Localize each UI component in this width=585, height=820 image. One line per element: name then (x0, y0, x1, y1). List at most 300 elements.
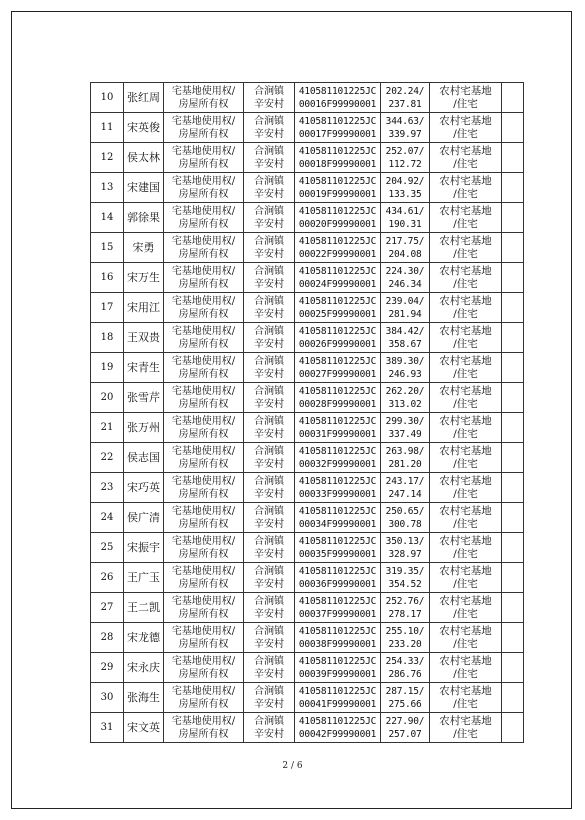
area-cell-line-2: 281.94 (388, 308, 422, 320)
area-cell (381, 623, 430, 653)
remarks-cell (502, 353, 524, 383)
area-cell (381, 83, 430, 113)
location-cell-line-1: 合涧镇 (254, 205, 284, 217)
ownership-type-cell (164, 233, 244, 263)
ownership-type-cell-line-1: 宅基地使用权/ (171, 205, 236, 217)
owner-name-cell: 宋永庆 (124, 653, 164, 683)
land-use-cell (430, 263, 502, 293)
area-cell-line-1: 252.76/ (385, 595, 425, 607)
unit-code-cell (295, 383, 381, 413)
table-row (91, 263, 524, 293)
unit-code-cell-line-2: 00041F99990001 (298, 698, 377, 710)
location-cell (244, 503, 295, 533)
ownership-type-cell-line-2: 房屋所有权 (178, 488, 229, 500)
unit-code-cell (295, 653, 381, 683)
ownership-type-cell (164, 143, 244, 173)
area-cell (381, 533, 430, 563)
land-use-cell (430, 203, 502, 233)
land-use-cell (430, 83, 502, 113)
unit-code-cell (295, 563, 381, 593)
location-cell (244, 113, 295, 143)
location-cell-line-2: 辛安村 (254, 488, 284, 500)
table-row (91, 383, 524, 413)
ownership-type-cell-line-2: 房屋所有权 (178, 698, 229, 710)
location-cell-line-2: 辛安村 (254, 728, 284, 740)
ownership-type-cell-line-1: 宅基地使用权/ (171, 235, 236, 247)
area-cell-line-2: 328.97 (388, 548, 422, 560)
land-use-cell-line-2: /住宅 (453, 667, 478, 680)
unit-code-cell (295, 533, 381, 563)
owner-name-cell: 张雪芹 (124, 383, 164, 413)
remarks-cell (502, 593, 524, 623)
unit-code-cell-line-1: 410581101225JC (298, 415, 377, 427)
ownership-type-cell-line-2: 房屋所有权 (178, 638, 229, 650)
land-use-cell (430, 653, 502, 683)
unit-code-cell-line-2: 00035F99990001 (298, 548, 377, 560)
land-use-cell-line-1: 农村宅基地 (439, 174, 492, 187)
location-cell (244, 593, 295, 623)
land-use-cell (430, 293, 502, 323)
ownership-type-cell-line-1: 宅基地使用权/ (171, 295, 236, 307)
area-cell-line-1: 227.90/ (385, 715, 425, 727)
location-cell-line-2: 辛安村 (254, 668, 284, 680)
area-cell (381, 353, 430, 383)
area-cell (381, 293, 430, 323)
ownership-type-cell (164, 653, 244, 683)
location-cell-line-2: 辛安村 (254, 518, 284, 530)
unit-code-cell-line-2: 00031F99990001 (298, 428, 377, 440)
land-use-cell-line-2: /住宅 (453, 307, 478, 320)
land-use-cell-line-2: /住宅 (453, 127, 478, 140)
ownership-type-cell (164, 533, 244, 563)
area-cell (381, 203, 430, 233)
land-use-cell (430, 563, 502, 593)
row-number-cell: 27 (91, 593, 124, 623)
location-cell (244, 443, 295, 473)
owner-name-cell: 张红周 (124, 83, 164, 113)
unit-code-cell (295, 443, 381, 473)
owner-name-cell: 宋建国 (124, 173, 164, 203)
land-use-cell-line-2: /住宅 (453, 397, 478, 410)
area-cell (381, 443, 430, 473)
row-number-cell: 26 (91, 563, 124, 593)
location-cell-line-1: 合涧镇 (254, 715, 284, 727)
land-use-cell-line-2: /住宅 (453, 697, 478, 710)
location-cell (244, 683, 295, 713)
location-cell (244, 83, 295, 113)
location-cell-line-1: 合涧镇 (254, 445, 284, 457)
location-cell (244, 353, 295, 383)
ownership-type-cell-line-2: 房屋所有权 (178, 518, 229, 530)
area-cell-line-2: 247.14 (388, 488, 422, 500)
land-use-cell-line-1: 农村宅基地 (439, 594, 492, 607)
row-number-cell: 19 (91, 353, 124, 383)
ownership-type-cell-line-2: 房屋所有权 (178, 398, 229, 410)
land-use-cell (430, 623, 502, 653)
remarks-cell (502, 293, 524, 323)
unit-code-cell (295, 263, 381, 293)
land-use-cell (430, 383, 502, 413)
ownership-type-cell-line-2: 房屋所有权 (178, 458, 229, 470)
location-cell-line-2: 辛安村 (254, 248, 284, 260)
row-number-cell: 25 (91, 533, 124, 563)
ownership-type-cell-line-1: 宅基地使用权/ (171, 415, 236, 427)
land-use-cell-line-1: 农村宅基地 (439, 204, 492, 217)
unit-code-cell-line-2: 00016F99990001 (298, 98, 377, 110)
table-row (91, 533, 524, 563)
unit-code-cell (295, 683, 381, 713)
ownership-type-cell-line-1: 宅基地使用权/ (171, 175, 236, 187)
remarks-cell (502, 473, 524, 503)
location-cell-line-1: 合涧镇 (254, 385, 284, 397)
location-cell-line-1: 合涧镇 (254, 325, 284, 337)
area-cell-line-1: 350.13/ (385, 535, 425, 547)
unit-code-cell (295, 293, 381, 323)
location-cell (244, 203, 295, 233)
area-cell (381, 593, 430, 623)
area-cell-line-2: 246.93 (388, 368, 422, 380)
area-cell-line-1: 255.10/ (385, 625, 425, 637)
owner-name-cell: 郭徐果 (124, 203, 164, 233)
area-cell-line-1: 254.33/ (385, 655, 425, 667)
ownership-type-cell-line-1: 宅基地使用权/ (171, 115, 236, 127)
unit-code-cell-line-1: 410581101225JC (298, 715, 377, 727)
area-cell-line-2: 204.08 (388, 248, 422, 260)
remarks-cell (502, 323, 524, 353)
ownership-type-cell-line-1: 宅基地使用权/ (171, 505, 236, 517)
owner-name-cell: 王广玉 (124, 563, 164, 593)
area-cell-line-2: 190.31 (388, 218, 422, 230)
land-use-cell-line-2: /住宅 (453, 97, 478, 110)
land-use-cell-line-2: /住宅 (453, 217, 478, 230)
ownership-type-cell (164, 113, 244, 143)
area-cell (381, 143, 430, 173)
area-cell (381, 263, 430, 293)
location-cell-line-1: 合涧镇 (254, 235, 284, 247)
unit-code-cell-line-2: 00017F99990001 (298, 128, 377, 140)
ownership-type-cell-line-1: 宅基地使用权/ (171, 385, 236, 397)
table-row (91, 473, 524, 503)
land-use-cell-line-2: /住宅 (453, 487, 478, 500)
location-cell-line-1: 合涧镇 (254, 655, 284, 667)
land-use-cell-line-2: /住宅 (453, 637, 478, 650)
ownership-type-cell-line-1: 宅基地使用权/ (171, 145, 236, 157)
table-row (91, 113, 524, 143)
area-cell-line-1: 250.65/ (385, 505, 425, 517)
location-cell-line-1: 合涧镇 (254, 295, 284, 307)
row-number-cell: 15 (91, 233, 124, 263)
area-cell (381, 233, 430, 263)
owner-name-cell: 张海生 (124, 683, 164, 713)
table-row (91, 623, 524, 653)
ownership-type-cell (164, 353, 244, 383)
unit-code-cell (295, 83, 381, 113)
area-cell-line-2: 246.34 (388, 278, 422, 290)
area-cell (381, 413, 430, 443)
area-cell-line-1: 344.63/ (385, 115, 425, 127)
row-number-cell: 17 (91, 293, 124, 323)
remarks-cell (502, 443, 524, 473)
location-cell-line-1: 合涧镇 (254, 175, 284, 187)
area-cell-line-2: 339.97 (388, 128, 422, 140)
land-use-cell (430, 143, 502, 173)
ownership-type-cell (164, 623, 244, 653)
area-cell-line-2: 257.07 (388, 728, 422, 740)
location-cell-line-2: 辛安村 (254, 428, 284, 440)
land-use-cell-line-1: 农村宅基地 (439, 444, 492, 457)
land-use-cell-line-2: /住宅 (453, 277, 478, 290)
location-cell-line-2: 辛安村 (254, 548, 284, 560)
unit-code-cell-line-1: 410581101225JC (298, 535, 377, 547)
ownership-type-cell-line-2: 房屋所有权 (178, 278, 229, 290)
unit-code-cell-line-1: 410581101225JC (298, 625, 377, 637)
location-cell-line-1: 合涧镇 (254, 475, 284, 487)
area-cell-line-2: 281.20 (388, 458, 422, 470)
location-cell-line-1: 合涧镇 (254, 595, 284, 607)
unit-code-cell (295, 503, 381, 533)
location-cell-line-2: 辛安村 (254, 608, 284, 620)
ownership-type-cell (164, 323, 244, 353)
land-use-cell-line-1: 农村宅基地 (439, 264, 492, 277)
unit-code-cell-line-1: 410581101225JC (298, 565, 377, 577)
location-cell-line-1: 合涧镇 (254, 115, 284, 127)
ownership-type-cell-line-2: 房屋所有权 (178, 428, 229, 440)
row-number-cell: 14 (91, 203, 124, 233)
row-number-cell: 21 (91, 413, 124, 443)
location-cell (244, 623, 295, 653)
land-use-cell (430, 503, 502, 533)
row-number-cell: 28 (91, 623, 124, 653)
remarks-cell (502, 383, 524, 413)
area-cell-line-2: 286.76 (388, 668, 422, 680)
ownership-type-cell-line-1: 宅基地使用权/ (171, 475, 236, 487)
owner-name-cell: 侯广清 (124, 503, 164, 533)
land-use-cell-line-2: /住宅 (453, 427, 478, 440)
row-number-cell: 12 (91, 143, 124, 173)
owner-name-cell: 宋青生 (124, 353, 164, 383)
location-cell (244, 473, 295, 503)
ownership-type-cell (164, 173, 244, 203)
unit-code-cell-line-2: 00028F99990001 (298, 398, 377, 410)
row-number-cell: 31 (91, 713, 124, 743)
ownership-type-cell-line-1: 宅基地使用权/ (171, 265, 236, 277)
land-use-cell-line-2: /住宅 (453, 157, 478, 170)
owner-name-cell: 宋万生 (124, 263, 164, 293)
area-cell-line-1: 389.30/ (385, 355, 425, 367)
land-use-cell (430, 593, 502, 623)
location-cell (244, 173, 295, 203)
area-cell (381, 383, 430, 413)
unit-code-cell-line-2: 00033F99990001 (298, 488, 377, 500)
ownership-type-cell-line-1: 宅基地使用权/ (171, 565, 236, 577)
row-number-cell: 11 (91, 113, 124, 143)
ownership-type-cell-line-2: 房屋所有权 (178, 578, 229, 590)
unit-code-cell-line-1: 410581101225JC (298, 325, 377, 337)
location-cell (244, 563, 295, 593)
location-cell-line-2: 辛安村 (254, 158, 284, 170)
unit-code-cell-line-2: 00019F99990001 (298, 188, 377, 200)
unit-code-cell-line-1: 410581101225JC (298, 655, 377, 667)
row-number-cell: 20 (91, 383, 124, 413)
land-use-cell (430, 233, 502, 263)
land-use-cell-line-1: 农村宅基地 (439, 294, 492, 307)
owner-name-cell: 王双贵 (124, 323, 164, 353)
land-use-cell-line-1: 农村宅基地 (439, 414, 492, 427)
area-cell-line-2: 278.17 (388, 608, 422, 620)
location-cell-line-1: 合涧镇 (254, 355, 284, 367)
location-cell-line-1: 合涧镇 (254, 85, 284, 97)
unit-code-cell-line-1: 410581101225JC (298, 115, 377, 127)
area-cell-line-1: 262.20/ (385, 385, 425, 397)
ownership-type-cell-line-2: 房屋所有权 (178, 128, 229, 140)
unit-code-cell-line-2: 00034F99990001 (298, 518, 377, 530)
ownership-type-cell (164, 383, 244, 413)
row-number-cell: 18 (91, 323, 124, 353)
owner-name-cell: 侯太林 (124, 143, 164, 173)
land-use-cell-line-2: /住宅 (453, 247, 478, 260)
remarks-cell (502, 263, 524, 293)
land-use-cell-line-2: /住宅 (453, 517, 478, 530)
ownership-type-cell-line-1: 宅基地使用权/ (171, 685, 236, 697)
unit-code-cell-line-2: 00020F99990001 (298, 218, 377, 230)
ownership-type-cell-line-1: 宅基地使用权/ (171, 85, 236, 97)
area-cell-line-1: 384.42/ (385, 325, 425, 337)
ownership-type-cell-line-2: 房屋所有权 (178, 728, 229, 740)
land-use-cell (430, 533, 502, 563)
land-use-cell-line-1: 农村宅基地 (439, 144, 492, 157)
table-row (91, 233, 524, 263)
land-use-cell-line-1: 农村宅基地 (439, 324, 492, 337)
location-cell-line-2: 辛安村 (254, 578, 284, 590)
land-use-cell (430, 323, 502, 353)
area-cell (381, 563, 430, 593)
land-use-cell-line-1: 农村宅基地 (439, 354, 492, 367)
remarks-cell (502, 173, 524, 203)
land-use-cell (430, 353, 502, 383)
location-cell-line-1: 合涧镇 (254, 565, 284, 577)
ownership-type-cell (164, 203, 244, 233)
unit-code-cell (295, 623, 381, 653)
unit-code-cell-line-1: 410581101225JC (298, 445, 377, 457)
unit-code-cell (295, 713, 381, 743)
land-use-cell-line-1: 农村宅基地 (439, 474, 492, 487)
ownership-type-cell-line-2: 房屋所有权 (178, 248, 229, 260)
row-number-cell: 13 (91, 173, 124, 203)
unit-code-cell-line-2: 00026F99990001 (298, 338, 377, 350)
area-cell (381, 323, 430, 353)
table-row (91, 173, 524, 203)
area-cell (381, 473, 430, 503)
location-cell-line-1: 合涧镇 (254, 505, 284, 517)
unit-code-cell-line-2: 00022F99990001 (298, 248, 377, 260)
location-cell (244, 263, 295, 293)
ownership-type-cell (164, 443, 244, 473)
unit-code-cell-line-2: 00038F99990001 (298, 638, 377, 650)
table-row (91, 413, 524, 443)
registration-table (90, 82, 524, 743)
remarks-cell (502, 203, 524, 233)
table-row (91, 593, 524, 623)
unit-code-cell-line-2: 00042F99990001 (298, 728, 377, 740)
table-row (91, 713, 524, 743)
area-cell (381, 503, 430, 533)
page-number: 2 / 6 (282, 761, 303, 771)
unit-code-cell-line-2: 00024F99990001 (298, 278, 377, 290)
ownership-type-cell (164, 713, 244, 743)
location-cell (244, 143, 295, 173)
owner-name-cell: 侯志国 (124, 443, 164, 473)
land-use-cell (430, 443, 502, 473)
location-cell (244, 293, 295, 323)
table-row (91, 653, 524, 683)
area-cell-line-2: 354.52 (388, 578, 422, 590)
ownership-type-cell-line-1: 宅基地使用权/ (171, 445, 236, 457)
ownership-type-cell (164, 503, 244, 533)
unit-code-cell-line-1: 410581101225JC (298, 235, 377, 247)
area-cell-line-2: 237.81 (388, 98, 422, 110)
area-cell (381, 653, 430, 683)
location-cell-line-2: 辛安村 (254, 638, 284, 650)
table-row (91, 443, 524, 473)
location-cell-line-2: 辛安村 (254, 128, 284, 140)
ownership-type-cell-line-2: 房屋所有权 (178, 98, 229, 110)
land-use-cell-line-2: /住宅 (453, 367, 478, 380)
area-cell-line-2: 313.02 (388, 398, 422, 410)
table-row (91, 323, 524, 353)
unit-code-cell-line-2: 00027F99990001 (298, 368, 377, 380)
area-cell-line-2: 275.66 (388, 698, 422, 710)
location-cell-line-2: 辛安村 (254, 338, 284, 350)
ownership-type-cell (164, 593, 244, 623)
unit-code-cell-line-1: 410581101225JC (298, 175, 377, 187)
ownership-type-cell-line-2: 房屋所有权 (178, 608, 229, 620)
ownership-type-cell-line-2: 房屋所有权 (178, 368, 229, 380)
owner-name-cell: 宋用江 (124, 293, 164, 323)
ownership-type-cell-line-1: 宅基地使用权/ (171, 625, 236, 637)
row-number-cell: 22 (91, 443, 124, 473)
table-body (91, 83, 524, 743)
remarks-cell (502, 113, 524, 143)
unit-code-cell-line-1: 410581101225JC (298, 295, 377, 307)
location-cell-line-2: 辛安村 (254, 368, 284, 380)
location-cell-line-2: 辛安村 (254, 698, 284, 710)
remarks-cell (502, 683, 524, 713)
owner-name-cell: 宋勇 (124, 233, 164, 263)
unit-code-cell (295, 473, 381, 503)
area-cell-line-2: 337.49 (388, 428, 422, 440)
location-cell-line-2: 辛安村 (254, 308, 284, 320)
location-cell (244, 383, 295, 413)
ownership-type-cell-line-2: 房屋所有权 (178, 338, 229, 350)
unit-code-cell (295, 323, 381, 353)
ownership-type-cell-line-1: 宅基地使用权/ (171, 655, 236, 667)
land-use-cell-line-1: 农村宅基地 (439, 714, 492, 727)
land-use-cell (430, 413, 502, 443)
unit-code-cell (295, 233, 381, 263)
area-cell-line-2: 300.78 (388, 518, 422, 530)
area-cell (381, 683, 430, 713)
remarks-cell (502, 83, 524, 113)
location-cell-line-2: 辛安村 (254, 398, 284, 410)
land-use-cell-line-1: 农村宅基地 (439, 624, 492, 637)
land-use-cell-line-1: 农村宅基地 (439, 684, 492, 697)
unit-code-cell (295, 413, 381, 443)
area-cell-line-1: 204.92/ (385, 175, 425, 187)
area-cell-line-1: 263.98/ (385, 445, 425, 457)
location-cell (244, 233, 295, 263)
unit-code-cell-line-2: 00032F99990001 (298, 458, 377, 470)
land-use-cell-line-1: 农村宅基地 (439, 534, 492, 547)
